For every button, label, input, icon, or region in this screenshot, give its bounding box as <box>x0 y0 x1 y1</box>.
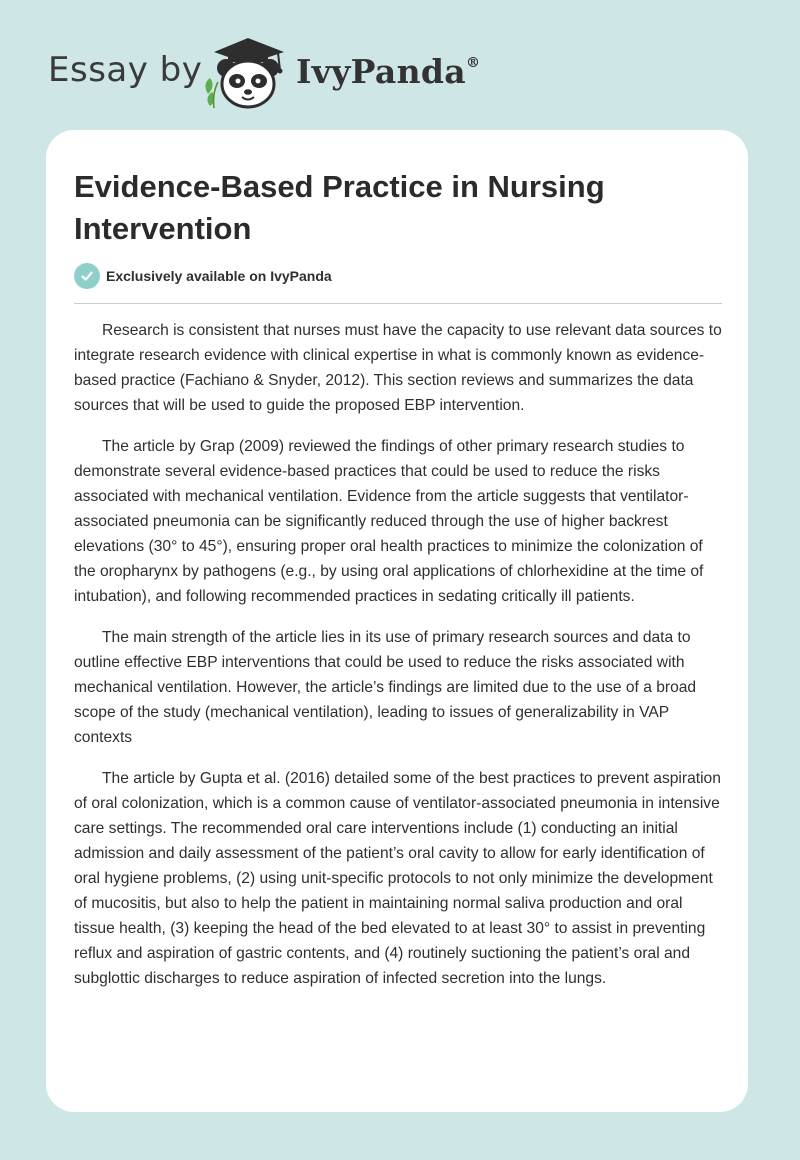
paragraph: Research is consistent that nurses must have the capacity to use relevant data sources to integrate research evidence with clinical expertise in what is commonly known as evidence-based practice (Fachiano & Snyder, 2012). This section reviews and summarizes the data sources that will be used to guide the proposed EBP intervention. <box>74 322 722 414</box>
paragraph: The article by Gupta et al. (2016) detailed some of the best practices to prevent aspiration of oral colonization, which is a common cause of ventilator-associated pneumonia in intensive care settings. The recommended oral care interventions include (1) conducting an initial admission and daily assessment of the patient’s oral cavity to allow for early identification of oral hygiene problems, (2) using unit-specific protocols to not only minimize the development of mucositis, but also to help the patient in maintaining normal saliva production and oral tissue health, (3) keeping the head of the bed elevated to at least 30° to assist in preventing reflux and aspiration of gastric contents, and (4) routinely suctioning the patient’s oral and subglottic discharges to reduce aspiration of infected secretion into the lungs. <box>74 770 721 987</box>
paragraph: The article by Grap (2009) reviewed the findings of other primary research studies to demonstrate several evidence-based practices that could be used to reduce the risks associated with mechanical ventilation. Evidence from the article suggests that ventilator-associated pneumonia can be significantly reduced through the use of higher backrest elevations (30° to 45°), ensuring proper oral health practices to minimize the colonization of the oropharynx by pathogens (e.g., by using oral applications of chlorhexidine at the time of intubation), and following recommended practices in sedating critically ill patients. <box>74 438 704 605</box>
exclusive-label: Exclusively available on IvyPanda <box>106 268 332 284</box>
brand-name[interactable]: IvyPanda® <box>296 52 481 91</box>
paragraph: The main strength of the article lies in its use of primary research sources and data to outline effective EBP interventions that could be used to reduce the risks associated with mechanical ventilation. However, the article’s findings are limited due to the use of a broad scope of the study (mechanical ventilation), leading to issues of generalizability in VAP contexts <box>74 629 697 746</box>
essay-card <box>46 130 748 1112</box>
panda-graduate-logo-icon[interactable] <box>200 36 292 110</box>
site-header <box>0 0 800 120</box>
exclusive-badge <box>74 263 332 289</box>
divider <box>74 303 722 304</box>
essay-by-label: Essay by <box>48 50 203 90</box>
registered-mark: ® <box>465 55 481 71</box>
essay-body <box>74 318 724 1007</box>
check-circle-icon <box>74 263 100 289</box>
page-title: Evidence-Based Practice in Nursing Intervention <box>74 169 605 246</box>
